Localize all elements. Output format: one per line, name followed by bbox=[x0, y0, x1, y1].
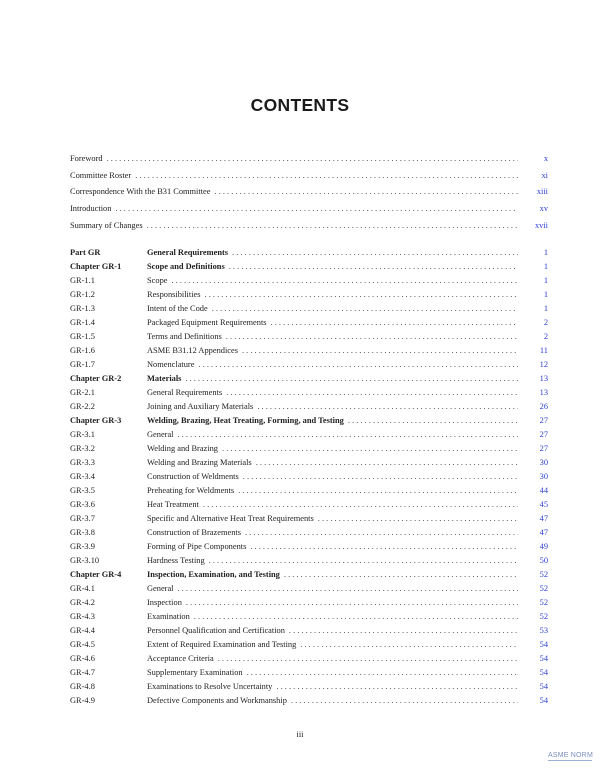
toc-page-link[interactable]: 26 bbox=[539, 401, 548, 411]
toc-entry[interactable] bbox=[70, 485, 548, 497]
toc-page-link[interactable]: 49 bbox=[539, 541, 548, 551]
dot-leader bbox=[245, 527, 518, 539]
toc-page-link[interactable]: 2 bbox=[543, 331, 548, 341]
toc-entry-title: Intent of the Code bbox=[147, 303, 208, 313]
dot-leader bbox=[203, 499, 518, 511]
toc-page-link[interactable]: 50 bbox=[539, 555, 548, 565]
toc-entry-number: GR-3.4 bbox=[70, 471, 95, 481]
toc-entry[interactable] bbox=[70, 583, 548, 595]
toc-entry-number: GR-3.2 bbox=[70, 443, 95, 453]
toc-entry-number: GR-4.3 bbox=[70, 611, 95, 621]
toc-entry-number: Chapter GR-2 bbox=[70, 373, 122, 383]
toc-entry-title: Acceptance Criteria bbox=[147, 653, 214, 663]
toc-entry-title: Welding and Brazing bbox=[147, 443, 218, 453]
toc-entry-title: Defective Components and Workmanship bbox=[147, 695, 287, 705]
toc-page-link[interactable]: xvii bbox=[534, 220, 548, 230]
toc-entry[interactable] bbox=[70, 387, 548, 399]
toc-entry[interactable] bbox=[70, 345, 548, 357]
dot-leader bbox=[171, 275, 518, 287]
dot-leader bbox=[147, 220, 518, 232]
toc-entry-number: GR-4.5 bbox=[70, 639, 95, 649]
dot-leader bbox=[300, 639, 518, 651]
toc-page-link[interactable]: 12 bbox=[539, 359, 548, 369]
toc-entry[interactable] bbox=[70, 499, 548, 511]
toc-entry-title: Supplementary Examination bbox=[147, 667, 243, 677]
dot-leader bbox=[226, 331, 518, 343]
toc-page-link[interactable]: 54 bbox=[539, 653, 548, 663]
toc-entry-title: Preheating for Weldments bbox=[147, 485, 235, 495]
toc-entry-title: Construction of Brazements bbox=[147, 527, 241, 537]
toc-page-link[interactable]: 11 bbox=[539, 345, 548, 355]
dot-leader bbox=[257, 401, 518, 413]
toc-entry[interactable] bbox=[70, 429, 548, 441]
toc-entry[interactable] bbox=[70, 653, 548, 665]
dot-leader bbox=[135, 170, 518, 182]
toc-entry-title: Construction of Weldments bbox=[147, 471, 239, 481]
toc-entry-number: GR-1.3 bbox=[70, 303, 95, 313]
toc-entry-number: GR-3.9 bbox=[70, 541, 95, 551]
dot-leader bbox=[194, 611, 518, 623]
dot-leader bbox=[247, 667, 518, 679]
toc-entry-number: GR-3.10 bbox=[70, 555, 100, 565]
toc-entry[interactable] bbox=[70, 541, 548, 553]
toc-entry-number: GR-1.6 bbox=[70, 345, 95, 355]
toc-page-link[interactable]: 27 bbox=[539, 429, 548, 439]
toc-entry-title: General bbox=[147, 429, 174, 439]
toc-entry-number: GR-4.8 bbox=[70, 681, 95, 691]
toc-entry[interactable] bbox=[70, 317, 548, 329]
toc-entry[interactable] bbox=[70, 443, 548, 455]
toc-entry-title: Foreword bbox=[70, 154, 103, 163]
toc-page-link[interactable]: 1 bbox=[543, 289, 548, 299]
toc-page-link[interactable]: 27 bbox=[539, 415, 548, 425]
toc-page-link[interactable]: 1 bbox=[543, 247, 548, 257]
toc-entry[interactable] bbox=[70, 457, 548, 469]
toc-entry[interactable] bbox=[70, 555, 548, 567]
toc-entry[interactable] bbox=[70, 247, 548, 259]
toc-entry-title: Extent of Required Examination and Testing bbox=[147, 639, 297, 649]
toc-page-link[interactable]: 1 bbox=[543, 261, 548, 271]
toc-entry-number: GR-4.1 bbox=[70, 583, 95, 593]
toc-entry[interactable] bbox=[70, 513, 548, 525]
toc-entry-title: ASME B31.12 Appendices bbox=[147, 345, 238, 355]
toc-entry[interactable] bbox=[70, 415, 548, 427]
toc-page-link[interactable]: 52 bbox=[539, 583, 548, 593]
toc-page-link[interactable]: xi bbox=[541, 170, 548, 180]
toc-page-link[interactable]: 53 bbox=[539, 625, 548, 635]
asme-norm-logo bbox=[548, 752, 596, 768]
toc-entry-number: GR-4.2 bbox=[70, 597, 95, 607]
dot-leader bbox=[238, 485, 518, 497]
dot-leader bbox=[198, 359, 518, 371]
toc-entry-number: GR-1.1 bbox=[70, 275, 95, 285]
toc-entry-title: Materials bbox=[147, 373, 182, 383]
dot-leader bbox=[205, 289, 518, 301]
dot-leader bbox=[276, 681, 518, 693]
toc-entry-title: Scope and Definitions bbox=[147, 261, 225, 271]
dot-leader bbox=[185, 373, 518, 385]
dot-leader bbox=[218, 653, 518, 665]
toc-entry-number: GR-3.1 bbox=[70, 429, 95, 439]
dot-leader bbox=[115, 203, 518, 215]
toc-entry[interactable] bbox=[70, 667, 548, 679]
toc-entry-title: Heat Treatment bbox=[147, 499, 199, 509]
dot-leader bbox=[271, 317, 518, 329]
toc-entry-number: GR-4.6 bbox=[70, 653, 95, 663]
dot-leader bbox=[232, 247, 518, 259]
dot-leader bbox=[291, 695, 518, 707]
toc-entry[interactable] bbox=[70, 695, 548, 707]
toc-entry-number: GR-3.5 bbox=[70, 485, 95, 495]
toc-page-link[interactable]: 54 bbox=[539, 681, 548, 691]
toc-entry-number: Part GR bbox=[70, 247, 101, 257]
toc-entry-title: Committee Roster bbox=[70, 170, 132, 180]
toc-entry[interactable] bbox=[70, 639, 548, 651]
dot-leader bbox=[178, 429, 518, 441]
toc-entry[interactable] bbox=[70, 681, 548, 693]
toc-page-link[interactable]: xv bbox=[539, 204, 548, 214]
toc-entry-title: Joining and Auxiliary Materials bbox=[147, 401, 254, 411]
toc-entry[interactable] bbox=[70, 597, 548, 609]
toc-entry-number: Chapter GR-4 bbox=[70, 569, 122, 579]
toc-front-matter-item[interactable] bbox=[70, 153, 548, 165]
toc-entry-title: Summary of Changes bbox=[70, 220, 143, 230]
toc-entry-number: GR-3.8 bbox=[70, 527, 95, 537]
toc-page-link[interactable]: 52 bbox=[539, 597, 548, 607]
toc-entry-title: Inspection, Examination, and Testing bbox=[147, 569, 280, 579]
toc-entry-title: Welding and Brazing Materials bbox=[147, 457, 252, 467]
dot-leader bbox=[284, 569, 518, 581]
toc-page-link[interactable]: 13 bbox=[539, 387, 548, 397]
toc-page-link[interactable]: 52 bbox=[539, 569, 548, 579]
toc-entry-number: GR-4.9 bbox=[70, 695, 95, 705]
dot-leader bbox=[209, 555, 518, 567]
toc-entry[interactable] bbox=[70, 625, 548, 637]
toc-page-link[interactable]: 54 bbox=[539, 667, 548, 677]
dot-leader bbox=[250, 541, 518, 553]
toc-entry-title: Introduction bbox=[70, 204, 112, 214]
toc-entry[interactable] bbox=[70, 261, 548, 273]
toc-page-link[interactable]: 1 bbox=[543, 303, 548, 313]
dot-leader bbox=[222, 443, 518, 455]
dot-leader bbox=[212, 303, 518, 315]
dot-leader bbox=[256, 457, 518, 469]
toc-entry-number: Chapter GR-1 bbox=[70, 261, 122, 271]
dot-leader bbox=[229, 261, 518, 273]
dot-leader bbox=[214, 186, 518, 198]
toc-entry-title: Terms and Definitions bbox=[147, 331, 222, 341]
toc-entry[interactable] bbox=[70, 527, 548, 539]
toc-page-link[interactable]: xiii bbox=[536, 187, 548, 197]
logo-underline bbox=[548, 760, 592, 761]
toc-page-link[interactable]: 2 bbox=[543, 317, 548, 327]
page-number: iii bbox=[296, 730, 304, 739]
dot-leader bbox=[243, 471, 518, 483]
dot-leader bbox=[348, 415, 518, 427]
toc-entry-title: Specific and Alternative Heat Treat Requirements bbox=[147, 513, 314, 523]
toc-entry[interactable] bbox=[70, 289, 548, 301]
toc-entry-title: Inspection bbox=[147, 597, 182, 607]
toc-front-matter-item[interactable] bbox=[70, 203, 548, 215]
toc-entry[interactable] bbox=[70, 569, 548, 581]
toc-entry[interactable] bbox=[70, 471, 548, 483]
toc-entry[interactable] bbox=[70, 331, 548, 343]
toc-entry-title: General bbox=[147, 583, 174, 593]
toc-entry-number: GR-1.4 bbox=[70, 317, 95, 327]
toc-front-matter-item[interactable] bbox=[70, 186, 548, 198]
toc-entry-title: Responsibilities bbox=[147, 289, 201, 299]
toc-entry[interactable] bbox=[70, 373, 548, 385]
toc-entry-title: Examination bbox=[147, 611, 190, 621]
toc-entry-title: Scope bbox=[147, 275, 168, 285]
toc-entry-title: Nomenclature bbox=[147, 359, 195, 369]
toc-entry-title: Packaged Equipment Requirements bbox=[147, 317, 267, 327]
toc-entry-title: General Requirements bbox=[147, 247, 229, 257]
toc-entry[interactable] bbox=[70, 611, 548, 623]
toc-entry-title: Forming of Pipe Components bbox=[147, 541, 247, 551]
toc-page-link[interactable]: 30 bbox=[539, 471, 548, 481]
toc-page-link[interactable]: 13 bbox=[539, 373, 548, 383]
toc-entry-number: GR-1.2 bbox=[70, 289, 95, 299]
toc-page-link[interactable]: 1 bbox=[543, 275, 548, 285]
toc-page-link[interactable]: 47 bbox=[539, 527, 548, 537]
toc-entry[interactable] bbox=[70, 303, 548, 315]
toc-entry-title: Correspondence With the B31 Committee bbox=[70, 187, 211, 197]
toc-entry-number: GR-3.6 bbox=[70, 499, 95, 509]
toc-entry-title: Personnel Qualification and Certification bbox=[147, 625, 285, 635]
toc-entry-number: GR-4.7 bbox=[70, 667, 95, 677]
dot-leader bbox=[318, 513, 518, 525]
toc-entry-number: Chapter GR-3 bbox=[70, 415, 122, 425]
toc-entry[interactable] bbox=[70, 275, 548, 287]
toc-entry-number: GR-1.5 bbox=[70, 331, 95, 341]
dot-leader bbox=[242, 345, 518, 357]
toc-entry-number: GR-3.3 bbox=[70, 457, 95, 467]
toc-entry-title: General Requirements bbox=[147, 387, 223, 397]
dot-leader bbox=[289, 625, 518, 637]
logo-text: ASME NORM bbox=[548, 752, 593, 759]
toc-entry-title: Hardness Testing bbox=[147, 555, 205, 565]
toc-page-link[interactable]: 54 bbox=[539, 639, 548, 649]
toc-page-link[interactable]: 45 bbox=[539, 499, 548, 509]
toc-entry-title: Welding, Brazing, Heat Treating, Forming, and Testing bbox=[147, 415, 344, 425]
toc-page-link[interactable]: 27 bbox=[539, 443, 548, 453]
toc-entry-title: Examinations to Resolve Uncertainty bbox=[147, 681, 273, 691]
toc-entry[interactable] bbox=[70, 359, 548, 371]
toc-page-link[interactable]: 52 bbox=[539, 611, 548, 621]
toc-entry[interactable] bbox=[70, 401, 548, 413]
toc-entry-number: GR-1.7 bbox=[70, 359, 95, 369]
toc-entry-number: GR-4.4 bbox=[70, 625, 95, 635]
toc-entry-number: GR-3.7 bbox=[70, 513, 95, 523]
toc-entry-number: GR-2.2 bbox=[70, 401, 95, 411]
toc-front-matter-item[interactable] bbox=[70, 170, 548, 182]
toc-page-link[interactable]: 47 bbox=[539, 513, 548, 523]
dot-leader bbox=[226, 387, 518, 399]
toc-page-link[interactable]: x bbox=[543, 154, 548, 163]
page-title: CONTENTS bbox=[250, 95, 350, 115]
toc-page-link[interactable]: 54 bbox=[539, 695, 548, 705]
toc-page-link[interactable]: 30 bbox=[539, 457, 548, 467]
dot-leader bbox=[107, 153, 518, 165]
dot-leader bbox=[186, 597, 518, 609]
toc-front-matter-item[interactable] bbox=[70, 220, 548, 232]
toc-page-link[interactable]: 44 bbox=[539, 485, 548, 495]
dot-leader bbox=[178, 583, 518, 595]
toc-entry-number: GR-2.1 bbox=[70, 387, 95, 397]
